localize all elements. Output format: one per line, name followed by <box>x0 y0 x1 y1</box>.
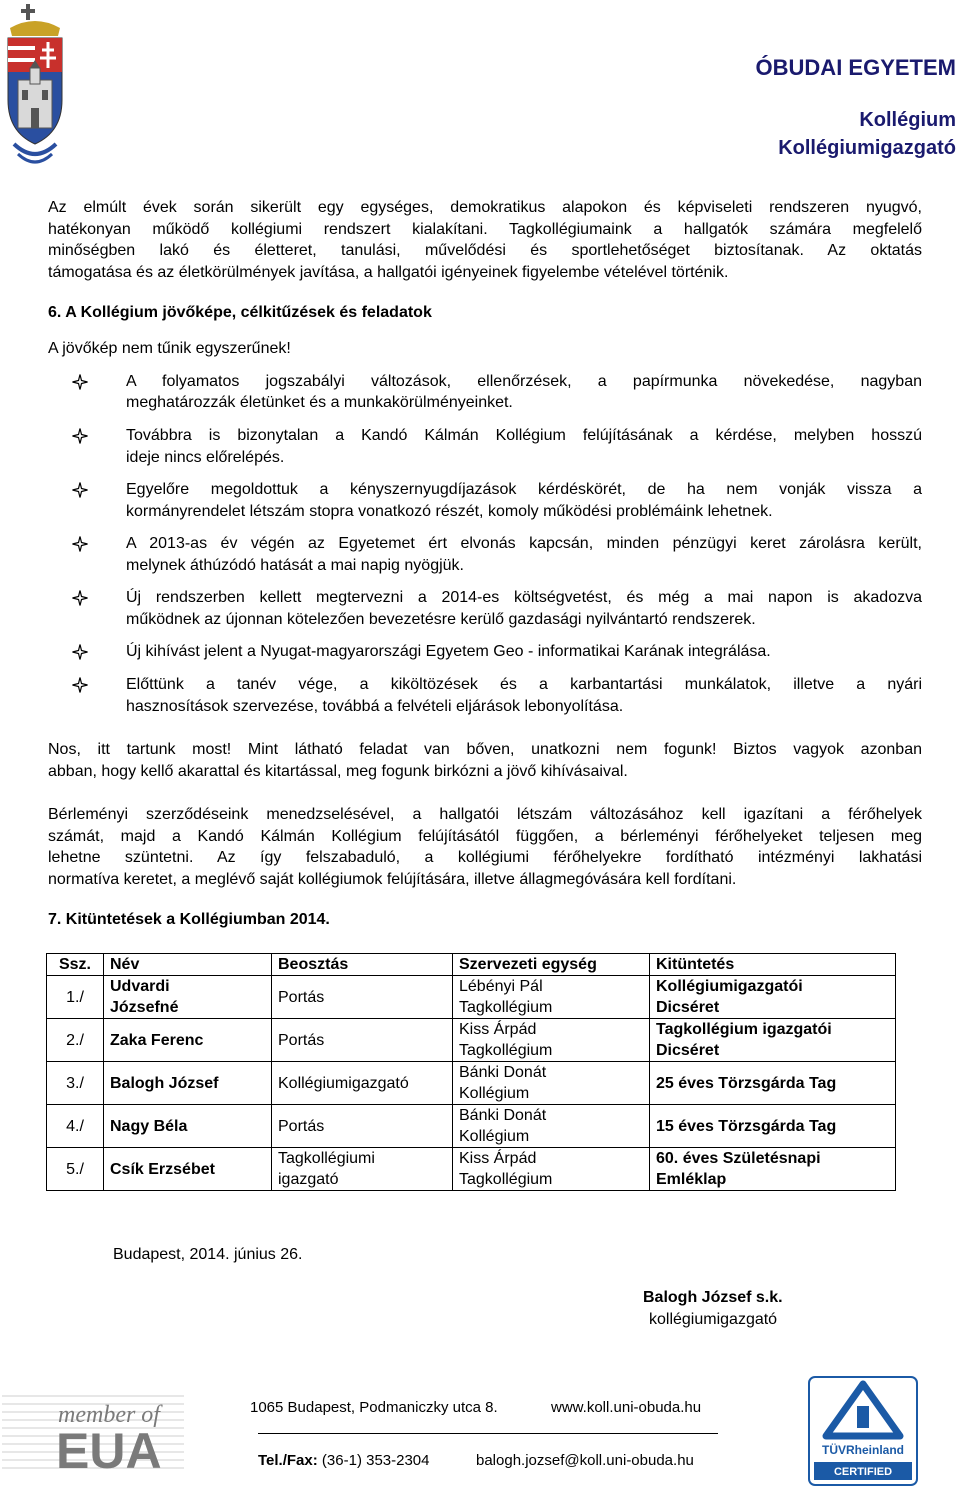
table-row <box>47 1062 896 1105</box>
row-number: 5./ <box>47 1148 104 1191</box>
bullet-text: Új kihívást jelent a Nyugat-magyarországi Egyetem Geo - informatikai Karának integrálása. <box>126 643 771 660</box>
diamond-bullet-icon <box>72 644 88 660</box>
position-cell: Portás <box>272 1105 453 1148</box>
award-cell: Tagkollégium igazgatói Dicséret <box>650 1019 896 1062</box>
diamond-bullet-icon <box>72 677 88 693</box>
table-row <box>47 1148 896 1191</box>
bullet-text: Új rendszerben kellett megtervezni a 2014-es költségvetést, és még a mai napon is akadozva <box>126 589 922 606</box>
row-number: 2./ <box>47 1019 104 1062</box>
award-cell: Kollégiumigazgatói Dicséret <box>650 976 896 1019</box>
section-7-heading: 7. Kitüntetések a Kollégiumban 2014. <box>48 911 330 928</box>
diamond-bullet-icon <box>72 536 88 552</box>
svg-text:TÜVRheinland: TÜVRheinland <box>821 1443 905 1457</box>
paragraph-line: Bérleményi szerződéseink menedzselésével, a hallgatói létszám változásához kell igazítani a férőhelyek <box>48 806 922 823</box>
intro-line: hatékonyan működő kollégiumi rendszert kialakítani. Tagkollégiumaink a hallgatók számára megfelelő <box>48 221 922 238</box>
bullet-text: A 2013-as év végén az Egyetemet ért elvonás kapcsán, minden pénzügyi keret zárolásra került, <box>126 535 922 552</box>
unit-cell: Lébényi Pál Tagkollégium <box>453 976 650 1019</box>
position-cell: Portás <box>272 976 453 1019</box>
row-number: 1./ <box>47 976 104 1019</box>
intro-line: minőségben lakó és életteret, tanulási, művelődési és sportlehetőséget biztosítanak. Az oktatás <box>48 242 922 259</box>
unit-cell: Kiss Árpád Tagkollégium <box>453 1019 650 1062</box>
intro-line: Az elmúlt évek során sikerült egy egységes, demokratikus alapokon és képviseleti rendszeren nyugvó, <box>48 199 922 216</box>
header-unit: Kollégium <box>859 109 956 131</box>
intro-line: támogatása és az életkörülmények javítása, a hallgatói igényeinek figyelembe vételével történik. <box>48 264 729 281</box>
award-cell: 60. éves Születésnapi Emléklap <box>650 1148 896 1191</box>
svg-text:member of: member of <box>58 1402 160 1428</box>
footer-address: 1065 Budapest, Podmaniczky utca 8. <box>250 1399 498 1416</box>
place-date: Budapest, 2014. június 26. <box>113 1246 303 1263</box>
award-cell: 25 éves Törzsgárda Tag <box>650 1062 896 1105</box>
row-number: 4./ <box>47 1105 104 1148</box>
row-number: 3./ <box>47 1062 104 1105</box>
col-header-name: Név <box>104 954 272 976</box>
name-cell: Udvardi Józsefné <box>104 976 272 1019</box>
diamond-bullet-icon <box>72 428 88 444</box>
bullet-text: működnek az újonnan kötelezően bevezetésre kerülő gazdasági nyilvántartó rendszerek. <box>126 611 756 628</box>
diamond-bullet-icon <box>72 374 88 390</box>
university-crest-logo <box>4 4 66 172</box>
diamond-bullet-icon <box>72 590 88 606</box>
bullet-text: Továbbra is bizonytalan a Kandó Kálmán Kollégium felújításának a kérdése, melyben hosszú <box>126 427 922 444</box>
svg-text:CERTIFIED: CERTIFIED <box>833 1466 893 1478</box>
university-name: ÓBUDAI EGYETEM <box>755 55 956 80</box>
section-6-heading: 6. A Kollégium jövőképe, célkitűzések és feladatok <box>48 304 432 321</box>
table-header-row <box>47 954 896 976</box>
paragraph-line: lehetne szüntetni. Az így felszabaduló, a kollégiumi férőhelyekre fordítható intézményi lakhatási <box>48 849 922 866</box>
phone-number: (36-1) 353-2304 <box>321 1452 430 1469</box>
unit-cell: Bánki Donát Kollégium <box>453 1105 650 1148</box>
section-6-lead: A jövőkép nem tűnik egyszerűnek! <box>48 340 291 357</box>
diamond-bullet-icon <box>72 482 88 498</box>
award-cell: 15 éves Törzsgárda Tag <box>650 1105 896 1148</box>
position-cell: Portás <box>272 1019 453 1062</box>
eua-member-logo <box>2 1390 184 1476</box>
bullet-text: ideje nincs előrelépés. <box>126 449 285 466</box>
col-header-num: Ssz. <box>47 954 104 976</box>
header-role: Kollégiumigazgató <box>778 137 956 159</box>
name-cell: Balogh József <box>104 1062 272 1105</box>
paragraph-line: normatíva keretet, a meglévő saját kollégiumok felújítására, illetve állagmegóvására kell fordítani. <box>48 871 737 888</box>
name-cell: Nagy Béla <box>104 1105 272 1148</box>
footer-divider <box>258 1433 718 1434</box>
paragraph-line: számát, majd a Kandó Kálmán Kollégium felújításától függően, a bérleményi férőhelyeket teljesen meg <box>48 828 922 845</box>
bullet-text: meghatározzák életünket és a munkakörülményeinket. <box>126 394 513 411</box>
position-cell: Tagkollégiumi igazgató <box>272 1148 453 1191</box>
name-cell: Csík Erzsébet <box>104 1148 272 1191</box>
name-cell: Zaka Ferenc <box>104 1019 272 1062</box>
bullet-text: hasznosítások szervezése, továbbá a felvételi eljárások lebonyolítása. <box>126 698 624 715</box>
table-row <box>47 1105 896 1148</box>
footer-website[interactable]: www.koll.uni-obuda.hu <box>551 1399 702 1416</box>
bullet-text: Előttünk a tanév vége, a kiköltözések és a karbantartási munkálatok, illetve a nyári <box>126 676 922 693</box>
col-header-unit: Szervezeti egység <box>453 954 650 976</box>
table-row <box>47 976 896 1019</box>
awards-table <box>46 953 896 1191</box>
position-cell: Kollégiumigazgató <box>272 1062 453 1105</box>
phone-label: Tel./Fax: <box>258 1452 318 1469</box>
signer-title: kollégiumigazgató <box>649 1311 778 1328</box>
unit-cell: Kiss Árpád Tagkollégium <box>453 1148 650 1191</box>
col-header-position: Beosztás <box>272 954 453 976</box>
svg-text:EUA: EUA <box>56 1423 162 1476</box>
table-row <box>47 1019 896 1062</box>
footer-email[interactable]: balogh.jozsef@koll.uni-obuda.hu <box>476 1452 694 1469</box>
bullet-text: kormányrendelet létszám stopra vonatkozó részét, komoly működési problémáink lehetnek. <box>126 503 773 520</box>
tuv-rheinland-certified-logo <box>808 1376 918 1486</box>
paragraph-line: Nos, itt tartunk most! Mint látható feladat van bőven, unatkozni nem fogunk! Biztos vagyok azonban <box>48 741 922 758</box>
bullet-text: A folyamatos jogszabályi változások, ellenőrzések, a papírmunka növekedése, nagyban <box>126 373 922 390</box>
col-header-award: Kitüntetés <box>650 954 896 976</box>
unit-cell: Bánki Donát Kollégium <box>453 1062 650 1105</box>
signer-name: Balogh József s.k. <box>643 1289 783 1306</box>
bullet-text: Egyelőre megoldottuk a kényszernyugdíjazások kérdéskörét, de ha nem vonják vissza a <box>126 481 922 498</box>
bullet-text: melynek áthúzódó hatását a mai napig nyögjük. <box>126 557 464 574</box>
paragraph-line: abban, hogy kellő akarattal és kitartással, meg fogunk birkózni a jövő kihívásaival. <box>48 763 628 780</box>
footer-phone <box>258 1452 430 1469</box>
